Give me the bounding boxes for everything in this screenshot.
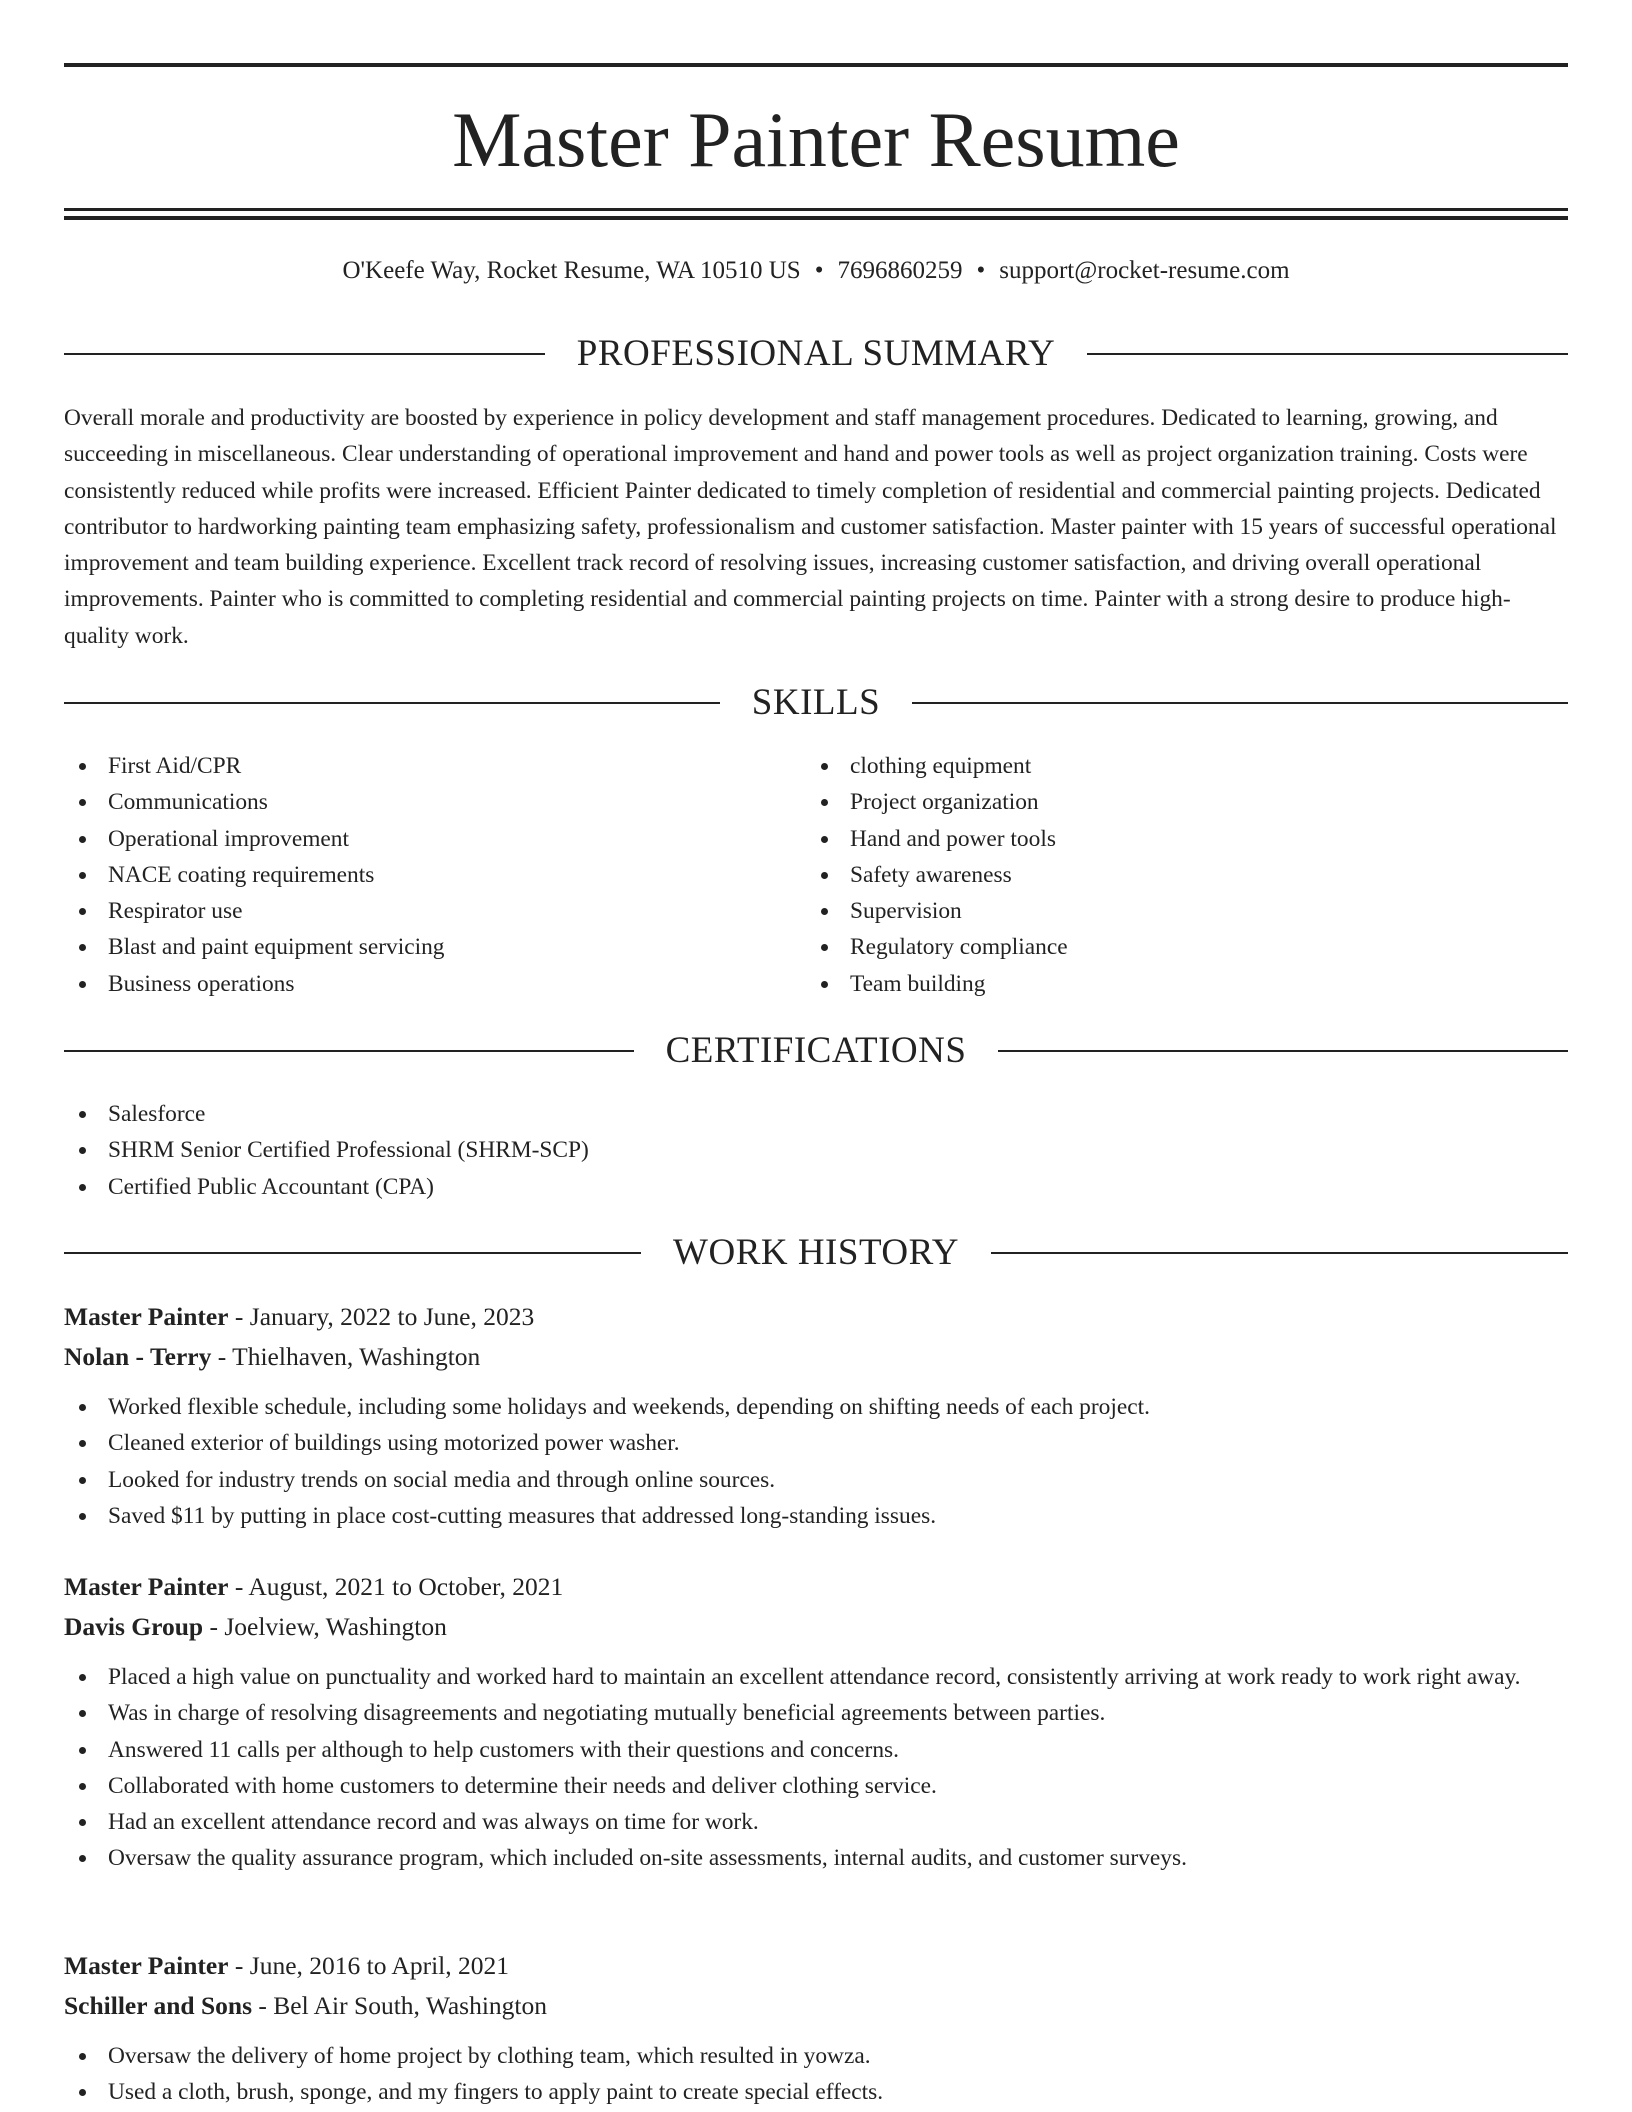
job-dates: August, 2021 to October, 2021 xyxy=(248,1572,564,1601)
job-entry xyxy=(64,1297,1568,1534)
heading-rule xyxy=(64,1252,641,1254)
list-item: Hand and power tools xyxy=(806,821,1506,857)
list-item: Supervision xyxy=(806,893,1506,929)
title-double-rule xyxy=(64,208,1568,220)
heading-rule xyxy=(912,702,1568,704)
job-company: Schiller and Sons xyxy=(64,1991,253,2020)
job-title-line: Master Painter - June, 2016 to April, 2021 xyxy=(64,1951,510,1980)
contact-line xyxy=(64,254,1568,288)
job-title-line: Master Painter - August, 2021 to October, 2021 xyxy=(64,1572,564,1601)
section-heading-skills xyxy=(64,679,1568,727)
list-item: Regulatory compliance xyxy=(806,929,1506,965)
job-location: Bel Air South, Washington xyxy=(273,1991,548,2020)
summary-text: Overall morale and productivity are boosted by experience in policy development and staff management procedures. Dedicated to learning, growing, and succeeding in miscellaneous. Clear understanding of operational improvement and hand and power tools as well as project organization training. Costs were consistently reduced while profits were increased. Efficient Painter dedicated to timely completion of residential and commercial painting projects. Dedicated contributor to hardworking painting team emphasizing safety, professionalism and customer satisfaction. Master painter with 15 years of successful operational improvement and team building experience. Excellent track record of resolving issues, increasing customer satisfaction, and driving overall operational improvements. Painter who is committed to completing residential and commercial painting projects on time. Painter with a strong desire to produce high-quality work. xyxy=(64,405,1557,649)
job-company: Nolan - Terry xyxy=(64,1342,212,1371)
list-item: NACE coating requirements xyxy=(64,857,764,893)
heading-rule xyxy=(64,353,545,355)
job-title: Master Painter xyxy=(64,1572,229,1601)
list-item: Had an excellent attendance record and was always on time for work. xyxy=(64,1804,1568,1840)
list-item: Worked flexible schedule, including some holidays and weekends, depending on shifting needs of each project. xyxy=(64,1389,1568,1425)
job-company-line: Nolan - Terry - Thielhaven, Washington xyxy=(64,1342,481,1371)
list-item: Safety awareness xyxy=(806,857,1506,893)
job-entry xyxy=(64,1567,1568,1877)
contact-address: O'Keefe Way, Rocket Resume, WA 10510 US xyxy=(342,257,801,284)
list-item: Certified Public Accountant (CPA) xyxy=(64,1169,1568,1205)
section-heading-label: CERTIFICATIONS xyxy=(665,1030,967,1071)
list-item: SHRM Senior Certified Professional (SHRM-SCP) xyxy=(64,1132,1568,1168)
job-title-line: Master Painter - January, 2022 to June, 2023 xyxy=(64,1302,535,1331)
heading-rule xyxy=(991,1252,1568,1254)
heading-rule xyxy=(998,1050,1568,1052)
skills-list-left xyxy=(64,748,764,1002)
list-item: clothing equipment xyxy=(806,748,1506,784)
job-location: Joelview, Washington xyxy=(224,1612,447,1641)
job-bullets xyxy=(64,1389,1568,1534)
list-item: Oversaw the quality assurance program, which included on-site assessments, internal audits, and customer surveys. xyxy=(64,1840,1568,1876)
top-rule xyxy=(64,63,1568,67)
list-item: Answered 11 calls per although to help customers with their questions and concerns. xyxy=(64,1732,1568,1768)
contact-separator: • xyxy=(814,257,824,284)
job-bullets xyxy=(64,1659,1568,1877)
contact-separator: • xyxy=(976,257,986,284)
job-company: Davis Group xyxy=(64,1612,204,1641)
list-item: Project organization xyxy=(806,784,1506,820)
skills-list-right xyxy=(806,748,1506,1002)
heading-rule xyxy=(64,1050,634,1052)
job-title: Master Painter xyxy=(64,1302,229,1331)
list-item: Respirator use xyxy=(64,893,764,929)
section-heading-label: PROFESSIONAL SUMMARY xyxy=(576,333,1056,374)
job-company-line: Davis Group - Joelview, Washington xyxy=(64,1612,447,1641)
contact-email[interactable]: support@rocket-resume.com xyxy=(999,257,1290,284)
list-item: Blast and paint equipment servicing xyxy=(64,929,764,965)
job-entry xyxy=(64,1946,1568,2111)
list-item: Saved $11 by putting in place cost-cutting measures that addressed long-standing issues. xyxy=(64,1498,1568,1534)
section-heading-label: SKILLS xyxy=(751,682,881,723)
list-item: Oversaw the delivery of home project by clothing team, which resulted in yowza. xyxy=(64,2038,1568,2074)
job-bullets xyxy=(64,2038,1568,2111)
certifications-list xyxy=(64,1096,1568,1205)
heading-rule xyxy=(64,702,720,704)
list-item: Business operations xyxy=(64,966,764,1002)
list-item: Placed a high value on punctuality and worked hard to maintain an excellent attendance record, consistently arriving at work ready to work right away. xyxy=(64,1659,1568,1695)
list-item: Salesforce xyxy=(64,1096,1568,1132)
section-heading-certifications xyxy=(64,1027,1568,1075)
list-item: Operational improvement xyxy=(64,821,764,857)
list-item: Cleaned exterior of buildings using motorized power washer. xyxy=(64,1425,1568,1461)
job-dates: January, 2022 to June, 2023 xyxy=(249,1302,535,1331)
job-company-line: Schiller and Sons - Bel Air South, Washington xyxy=(64,1991,548,2020)
heading-rule xyxy=(1087,353,1568,355)
job-dates: June, 2016 to April, 2021 xyxy=(249,1951,510,1980)
job-title: Master Painter xyxy=(64,1951,229,1980)
list-item: First Aid/CPR xyxy=(64,748,764,784)
list-item: Team building xyxy=(806,966,1506,1002)
list-item: Looked for industry trends on social media and through online sources. xyxy=(64,1462,1568,1498)
list-item: Communications xyxy=(64,784,764,820)
list-item: Was in charge of resolving disagreements and negotiating mutually beneficial agreements between parties. xyxy=(64,1695,1568,1731)
list-item: Used a cloth, brush, sponge, and my fingers to apply paint to create special effects. xyxy=(64,2074,1568,2110)
section-heading-work-history xyxy=(64,1229,1568,1277)
section-heading-label: WORK HISTORY xyxy=(673,1232,959,1273)
list-item: Collaborated with home customers to determine their needs and deliver clothing service. xyxy=(64,1768,1568,1804)
page-title: Master Painter Resume xyxy=(452,96,1180,183)
job-location: Thielhaven, Washington xyxy=(232,1342,481,1371)
section-heading-summary xyxy=(64,330,1568,378)
contact-phone: 7696860259 xyxy=(837,257,963,284)
